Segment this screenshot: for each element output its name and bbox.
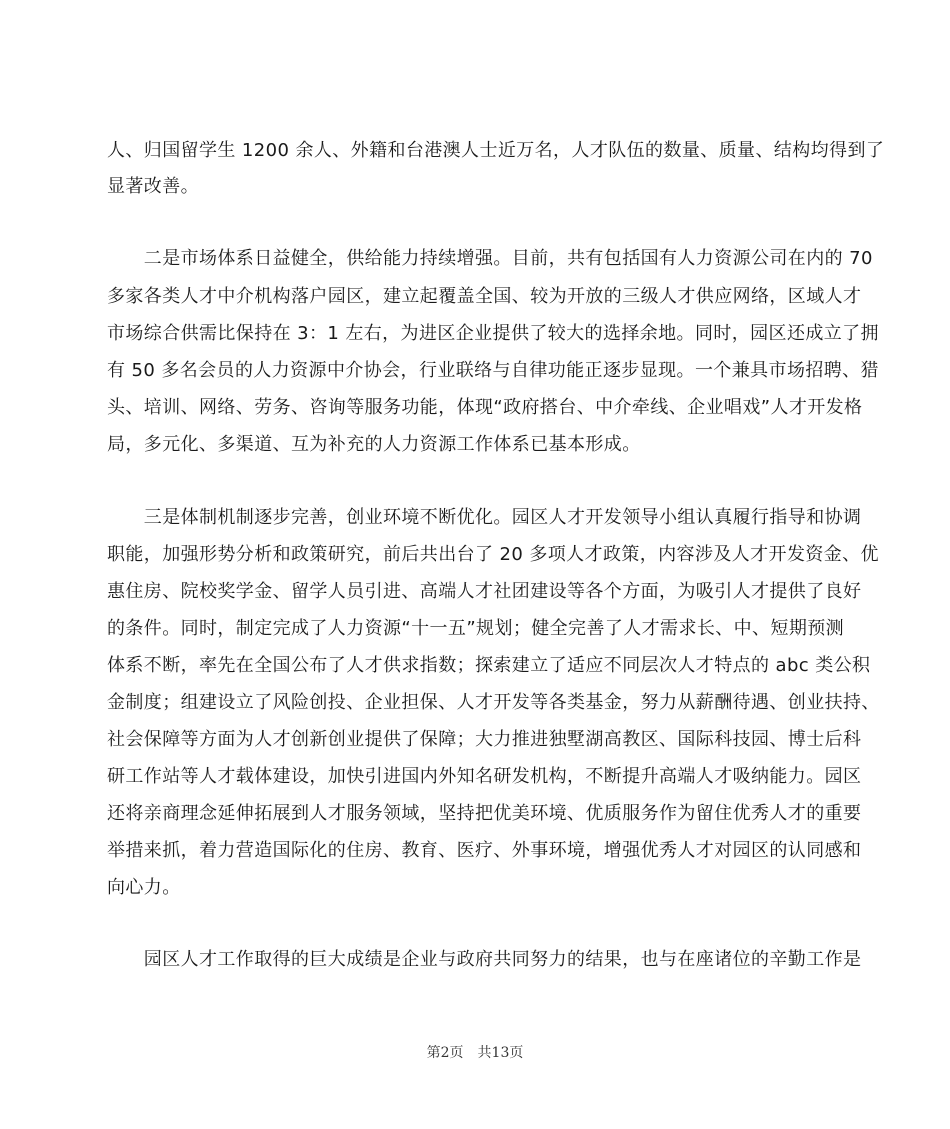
text-line: 惠住房、院校奖学金、留学人员引进、高端人才社团建设等各个方面，为吸引人才提供了良好 — [107, 581, 862, 602]
paragraph-4-line: 园区人才工作取得的巨大成绩是企业与政府共同努力的结果，也与在座诸位的辛勤工作是 — [107, 949, 862, 970]
text-line: 研工作站等人才载体建设，加快引进国内外知名研发机构，不断提升高端人才吸纳能力。园区 — [107, 766, 862, 787]
text-line: 局，多元化、多渠道、互为补充的人力资源工作体系已基本形成。 — [107, 434, 641, 455]
text-line: 人、归国留学生 1200 余人、外籍和台港澳人士近万名，人才队伍的数量、质量、结构均得到了 — [107, 140, 885, 161]
text-line: 举措来抓，着力营造国际化的住房、教育、医疗、外事环境，增强优秀人才对园区的认同感和 — [107, 840, 862, 861]
text-line: 头、培训、网络、劳务、咨询等服务功能，体现“政府搭台、中介牵线、企业唱戏”人才开发格 — [107, 397, 863, 418]
text-line: 市场综合供需比保持在 3：1 左右，为进区企业提供了较大的选择余地。同时，园区还成立了拥 — [107, 323, 879, 344]
text-line: 职能，加强形势分析和政策研究，前后共出台了 20 多项人才政策，内容涉及人才开发资金、优 — [107, 544, 879, 565]
page-number-footer: 第2页 共13页 — [426, 1045, 524, 1061]
text-line: 有 50 多名会员的人力资源中介协会，行业联络与自律功能正逐步显现。一个兼具市场招聘、猎 — [107, 360, 879, 381]
text-line: 体系不断，率先在全国公布了人才供求指数；探索建立了适应不同层次人才特点的 abc 类公积 — [107, 655, 871, 676]
paragraph-3-line: 三是体制机制逐步完善，创业环境不断优化。园区人才开发领导小组认真履行指导和协调 — [107, 507, 862, 528]
text-line: 的条件。同时，制定完成了人力资源“十一五”规划；健全完善了人才需求长、中、短期预测 — [107, 618, 845, 639]
text-line: 显著改善。 — [107, 176, 199, 197]
text-line: 向心力。 — [107, 877, 181, 898]
paragraph-2-line: 二是市场体系日益健全，供给能力持续增强。目前，共有包括国有人力资源公司在内的 70 — [107, 248, 873, 269]
text-line: 多家各类人才中介机构落户园区，建立起覆盖全国、较为开放的三级人才供应网络，区域人才 — [107, 286, 862, 307]
text-line: 社会保障等方面为人才创新创业提供了保障；大力推进独墅湖高教区、国际科技园、博士后科 — [107, 729, 862, 750]
text-line: 还将亲商理念延伸拓展到人才服务领域，坚持把优美环境、优质服务作为留住优秀人才的重要 — [107, 803, 862, 824]
text-line: 金制度；组建设立了风险创投、企业担保、人才开发等各类基金，努力从薪酬待遇、创业扶持、 — [107, 692, 880, 713]
